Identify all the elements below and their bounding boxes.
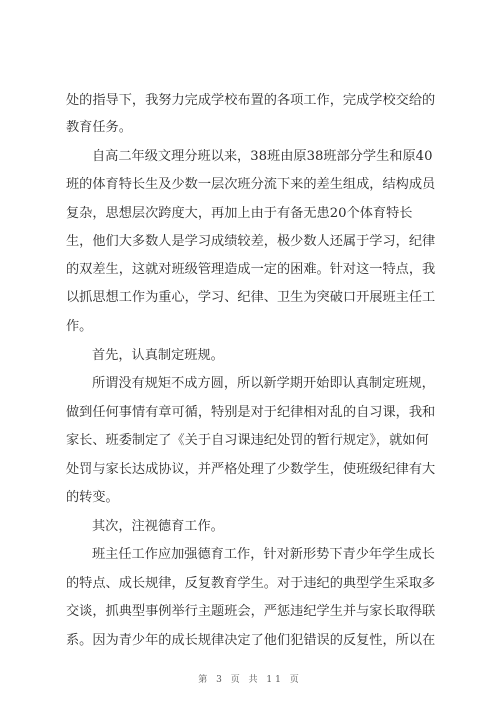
text-line: 班主任工作应加强德育工作，针对新形势下青少年学生成长 (92, 547, 435, 562)
text-line: 教育任务。 (66, 120, 132, 135)
text-line: 家长、班委制定了《关于自习课违纪处罚的暂行规定》，就如何 (66, 433, 429, 448)
page-number: 第 3 页 共 11 页 (198, 675, 302, 685)
text-line: 所谓没有规矩不成方圆，所以新学期开始即认真制定班规， (92, 376, 435, 391)
text-line: 处罚与家长达成协议，并严格处理了少数学生，使班级纪律有大 (66, 462, 436, 477)
text-line: 班的体育特长生及少数一层次班分流下来的差生组成，结构成员 (66, 177, 436, 192)
text-line: 系。因为青少年的成长规律决定了他们犯错误的反复性，所以在 (66, 633, 436, 648)
text-line: 首先，认真制定班规。 (92, 348, 224, 363)
text-line: 处的指导下，我努力完成学校布置的各项工作，完成学校交给的 (66, 93, 436, 108)
text-line: 的特点、成长规律，反复教育学生。对于违纪的典型学生采取多 (66, 576, 436, 591)
text-line: 以抓思想工作为重心，学习、纪律、卫生为突破口开展班主任工 (66, 290, 436, 305)
text-line: 的转变。 (66, 490, 119, 505)
text-line: 交谈，抓典型事例举行主题班会，严惩违纪学生并与家长取得联 (66, 604, 436, 619)
text-line: 作。 (66, 319, 93, 334)
text-line: 的双差生，这就对班级管理造成一定的困难。针对这一特点，我 (66, 262, 436, 277)
text-line: 自高二年级文理分班以来，38班由原38班部分学生和原40 (92, 149, 433, 164)
text-line: 其次，注视德育工作。 (92, 519, 224, 534)
text-line: 复杂，思想层次跨度大，再加上由于有备无患20个体育特长 (66, 206, 413, 221)
text-line: 生，他们大多数人是学习成绩较差，极少数人还属于学习，纪律 (66, 234, 436, 249)
text-line: 做到任何事情有章可循，特别是对于纪律相对乱的自习课，我和 (66, 405, 436, 420)
